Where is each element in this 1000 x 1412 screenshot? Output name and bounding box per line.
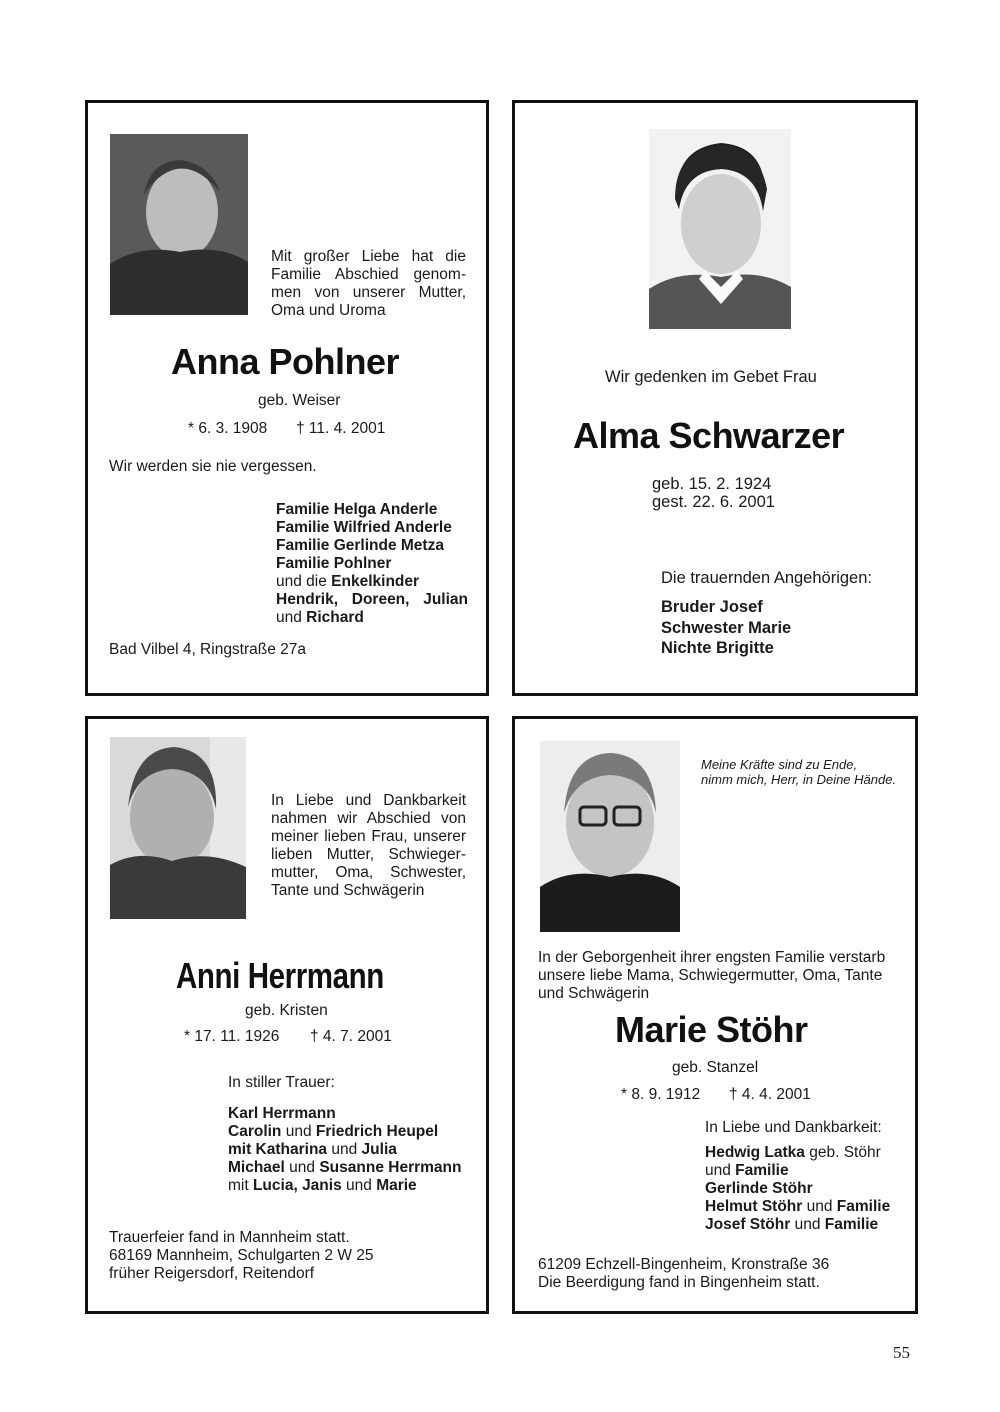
page-number: 55 bbox=[893, 1343, 910, 1362]
portrait-photo bbox=[540, 741, 680, 932]
birth-date: * 8. 9. 1912 bbox=[621, 1086, 701, 1103]
mourner: Karl Herrmann bbox=[228, 1105, 336, 1122]
mourner: Familie Wilfried Anderle bbox=[276, 519, 452, 536]
intro-line: meiner lieben Frau, unserer bbox=[271, 828, 466, 845]
intro-line: Tante und Schwägerin bbox=[271, 882, 425, 899]
birth-name: geb. Kristen bbox=[245, 1002, 328, 1019]
intro-text bbox=[538, 949, 885, 1003]
footer bbox=[538, 1256, 829, 1292]
death-date: † 4. 7. 2001 bbox=[310, 1028, 392, 1045]
death-date: † 4. 4. 2001 bbox=[729, 1086, 811, 1103]
birth-date: * 6. 3. 1908 bbox=[188, 420, 268, 437]
intro-line: Oma und Uroma bbox=[271, 302, 386, 319]
mourner: und Familie bbox=[705, 1162, 789, 1179]
mourner: Schwester Marie bbox=[661, 618, 792, 637]
portrait-photo bbox=[110, 134, 248, 315]
footer-line: früher Reigersdorf, Reitendorf bbox=[109, 1265, 315, 1282]
mourners-list bbox=[705, 1144, 890, 1234]
intro-text: Wir gedenken im Gebet Frau bbox=[605, 368, 817, 386]
mourner: und die Enkelkinder bbox=[276, 573, 420, 590]
mourner: Gerlinde Stöhr bbox=[705, 1180, 813, 1197]
mourner: Michael und Susanne Herrmann bbox=[228, 1159, 462, 1176]
obituary-alma-schwarzer bbox=[512, 100, 918, 696]
mourners-intro: In stiller Trauer: bbox=[228, 1074, 335, 1091]
portrait-photo bbox=[649, 129, 791, 329]
mourner: Familie Pohlner bbox=[276, 555, 392, 572]
intro-line: mutter, Oma, Schwester, bbox=[271, 864, 466, 881]
intro-line: und Schwägerin bbox=[538, 985, 650, 1002]
intro-line: Familie Abschied genom- bbox=[271, 266, 466, 283]
quote-line: nimm mich, Herr, in Deine Hände. bbox=[701, 772, 897, 787]
mourners-list bbox=[228, 1105, 461, 1195]
mourner: Familie Gerlinde Metza bbox=[276, 537, 444, 554]
mourner: Hedwig Latka geb. Stöhr bbox=[705, 1144, 881, 1161]
mourner: Familie Helga Anderle bbox=[276, 501, 438, 518]
mourner: Josef Stöhr und Familie bbox=[705, 1216, 879, 1233]
death-date: † 11. 4. 2001 bbox=[296, 420, 386, 437]
footer-line: Trauerfeier fand in Mannheim statt. bbox=[109, 1229, 350, 1246]
quote-line: Meine Kräfte sind zu Ende, bbox=[701, 757, 858, 772]
mourners-intro: Die trauernden Angehörigen: bbox=[661, 569, 872, 587]
intro-line: In Liebe und Dankbarkeit bbox=[271, 792, 466, 809]
intro-text bbox=[271, 248, 466, 320]
deceased-name: Anni Herrmann bbox=[176, 955, 384, 996]
intro-line: Mit großer Liebe hat die bbox=[271, 248, 466, 265]
obituary-anni-herrmann bbox=[85, 716, 489, 1314]
mourner: Nichte Brigitte bbox=[661, 639, 774, 657]
mourners-list bbox=[276, 501, 468, 627]
birth-name: geb. Stanzel bbox=[672, 1059, 759, 1076]
footer bbox=[109, 1229, 374, 1283]
obituary-anna-pohlner bbox=[85, 100, 489, 696]
deceased-name: Anna Pohlner bbox=[171, 341, 400, 382]
mourner: Hendrik, Doreen, Julian bbox=[276, 591, 468, 608]
mourner: Bruder Josef bbox=[661, 598, 763, 616]
motto: Wir werden sie nie vergessen. bbox=[109, 458, 317, 475]
mourner: mit Lucia, Janis und Marie bbox=[228, 1177, 417, 1194]
portrait-photo bbox=[110, 737, 246, 919]
intro-line: unsere liebe Mama, Schwiegermutter, Oma, Tante bbox=[538, 967, 883, 984]
mourner: Carolin und Friedrich Heupel bbox=[228, 1123, 439, 1140]
intro-line: lieben Mutter, Schwieger- bbox=[271, 846, 466, 863]
quote bbox=[701, 757, 896, 787]
intro-line: men von unserer Mutter, bbox=[271, 284, 466, 301]
footer-line: 61209 Echzell-Bingenheim, Kronstraße 36 bbox=[538, 1256, 830, 1273]
address: Bad Vilbel 4, Ringstraße 27a bbox=[109, 641, 307, 658]
birth-date: * 17. 11. 1926 bbox=[184, 1028, 280, 1045]
intro-text bbox=[271, 792, 466, 900]
birth-name: geb. Weiser bbox=[258, 392, 341, 409]
death-date: gest. 22. 6. 2001 bbox=[652, 493, 775, 511]
mourner: und Richard bbox=[276, 609, 364, 626]
intro-line: nahmen wir Abschied von bbox=[271, 810, 466, 827]
mourners-intro: In Liebe und Dankbarkeit: bbox=[705, 1119, 882, 1136]
footer-line: 68169 Mannheim, Schulgarten 2 W 25 bbox=[109, 1247, 374, 1264]
deceased-name: Marie Stöhr bbox=[615, 1009, 808, 1050]
mourner: mit Katharina und Julia bbox=[228, 1141, 397, 1158]
deceased-name: Alma Schwarzer bbox=[573, 415, 845, 456]
mourners-list bbox=[661, 597, 791, 659]
birth-date: geb. 15. 2. 1924 bbox=[652, 475, 772, 493]
obituary-marie-stoehr bbox=[512, 716, 918, 1314]
intro-line: In der Geborgenheit ihrer engsten Familie verstarb bbox=[538, 949, 886, 966]
footer-line: Die Beerdigung fand in Bingenheim statt. bbox=[538, 1274, 820, 1291]
mourner: Helmut Stöhr und Familie bbox=[705, 1198, 891, 1215]
